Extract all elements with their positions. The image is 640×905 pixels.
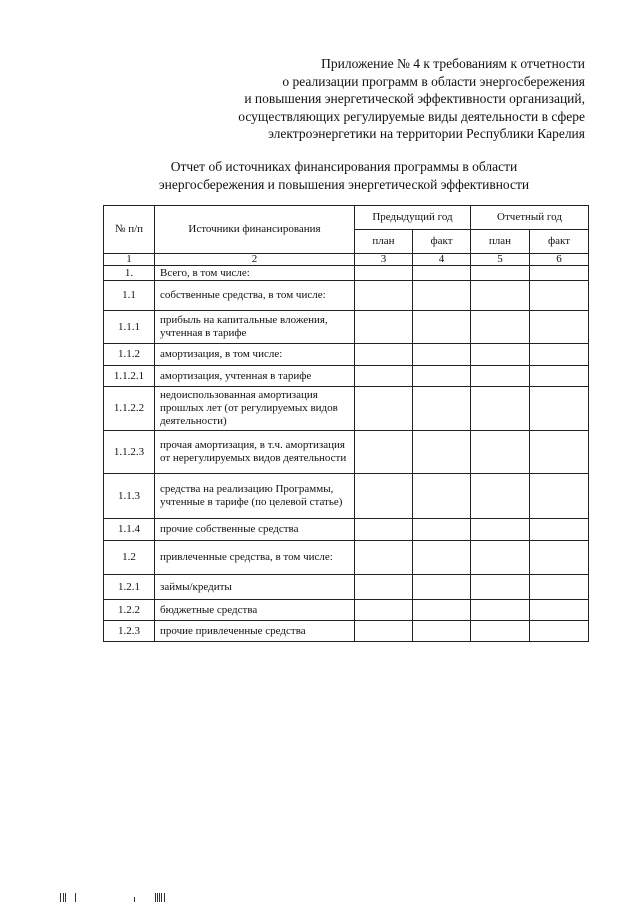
row-source: бюджетные средства	[155, 600, 355, 621]
appendix-line: осуществляющих регулируемые виды деятельности в сфере	[238, 108, 585, 124]
value-cell-prev-fact[interactable]	[413, 541, 471, 575]
value-cell-report-plan[interactable]	[471, 387, 530, 431]
row-source: прочие собственные средства	[155, 519, 355, 541]
row-source: амортизация, в том числе:	[155, 344, 355, 366]
value-cell-report-fact[interactable]	[530, 519, 589, 541]
value-cell-report-plan[interactable]	[471, 621, 530, 642]
row-source: прочие привлеченные средства	[155, 621, 355, 642]
table-row	[104, 311, 589, 344]
value-cell-prev-plan[interactable]	[355, 575, 413, 600]
row-source: недоиспользованная амортизация прошлых лет (от регулируемых видов деятельности)	[155, 387, 355, 431]
row-number: 1.	[104, 266, 155, 281]
value-cell-report-plan[interactable]	[471, 575, 530, 600]
value-cell-prev-fact[interactable]	[413, 387, 471, 431]
value-cell-prev-fact[interactable]	[413, 519, 471, 541]
row-source: Всего, в том числе:	[155, 266, 355, 281]
header-report-plan: план	[471, 230, 530, 254]
value-cell-report-plan[interactable]	[471, 281, 530, 311]
value-cell-report-fact[interactable]	[530, 621, 589, 642]
header-prev-plan: план	[355, 230, 413, 254]
table-row	[104, 431, 589, 474]
table-row	[104, 474, 589, 519]
table-row	[104, 281, 589, 311]
value-cell-report-plan[interactable]	[471, 541, 530, 575]
value-cell-prev-plan[interactable]	[355, 600, 413, 621]
row-number: 1.1.2.1	[104, 366, 155, 387]
value-cell-prev-plan[interactable]	[355, 431, 413, 474]
table-row	[104, 541, 589, 575]
value-cell-report-fact[interactable]	[530, 266, 589, 281]
value-cell-report-plan[interactable]	[471, 266, 530, 281]
table-row	[104, 600, 589, 621]
value-cell-prev-fact[interactable]	[413, 281, 471, 311]
value-cell-report-fact[interactable]	[530, 600, 589, 621]
table-row	[104, 366, 589, 387]
report-title-line: энергосбережения и повышения энергетической эффективности	[158, 176, 530, 192]
value-cell-prev-plan[interactable]	[355, 621, 413, 642]
value-cell-report-fact[interactable]	[530, 281, 589, 311]
row-number: 1.1.4	[104, 519, 155, 541]
row-number: 1.1.1	[104, 311, 155, 344]
value-cell-report-plan[interactable]	[471, 474, 530, 519]
row-source: средства на реализацию Программы, учтенные в тарифе (по целевой статье)	[155, 474, 355, 519]
column-index: 6	[530, 254, 589, 266]
row-number: 1.2	[104, 541, 155, 575]
value-cell-prev-fact[interactable]	[413, 366, 471, 387]
header-source: Источники финансирования	[155, 206, 355, 254]
column-index-row	[104, 254, 589, 266]
row-number: 1.2.3	[104, 621, 155, 642]
table-row	[104, 266, 589, 281]
value-cell-report-plan[interactable]	[471, 600, 530, 621]
value-cell-report-fact[interactable]	[530, 541, 589, 575]
value-cell-report-fact[interactable]	[530, 431, 589, 474]
appendix-line: Приложение № 4 к требованиям к отчетности	[321, 56, 585, 71]
row-source: займы/кредиты	[155, 575, 355, 600]
column-index: 5	[471, 254, 530, 266]
value-cell-prev-fact[interactable]	[413, 575, 471, 600]
column-index: 2	[155, 254, 355, 266]
row-number: 1.2.2	[104, 600, 155, 621]
value-cell-prev-plan[interactable]	[355, 266, 413, 281]
value-cell-prev-plan[interactable]	[355, 474, 413, 519]
value-cell-report-plan[interactable]	[471, 366, 530, 387]
appendix-header	[165, 55, 585, 143]
value-cell-prev-fact[interactable]	[413, 311, 471, 344]
table-row	[104, 387, 589, 431]
appendix-line: электроэнергетики на территории Республики Карелия	[268, 126, 585, 141]
column-index: 3	[355, 254, 413, 266]
appendix-line: о реализации программ в области энергосбережения	[282, 73, 585, 89]
column-index: 1	[104, 254, 155, 266]
table-row	[104, 344, 589, 366]
value-cell-prev-fact[interactable]	[413, 621, 471, 642]
value-cell-report-fact[interactable]	[530, 575, 589, 600]
value-cell-prev-plan[interactable]	[355, 281, 413, 311]
value-cell-prev-plan[interactable]	[355, 311, 413, 344]
value-cell-prev-fact[interactable]	[413, 266, 471, 281]
value-cell-report-fact[interactable]	[530, 474, 589, 519]
column-index: 4	[413, 254, 471, 266]
header-num: № п/п	[104, 206, 155, 254]
value-cell-report-plan[interactable]	[471, 519, 530, 541]
value-cell-report-fact[interactable]	[530, 311, 589, 344]
value-cell-report-fact[interactable]	[530, 366, 589, 387]
value-cell-prev-plan[interactable]	[355, 344, 413, 366]
financing-table	[103, 205, 589, 642]
row-number: 1.1	[104, 281, 155, 311]
value-cell-prev-fact[interactable]	[413, 431, 471, 474]
value-cell-report-plan[interactable]	[471, 311, 530, 344]
value-cell-prev-plan[interactable]	[355, 387, 413, 431]
value-cell-prev-fact[interactable]	[413, 344, 471, 366]
value-cell-prev-plan[interactable]	[355, 519, 413, 541]
header-prev-year: Предыдущий год	[355, 206, 471, 230]
row-number: 1.1.2	[104, 344, 155, 366]
header-report-fact: факт	[530, 230, 589, 254]
value-cell-report-fact[interactable]	[530, 344, 589, 366]
header-prev-fact: факт	[413, 230, 471, 254]
row-source: прибыль на капитальные вложения, учтенная в тарифе	[155, 311, 355, 344]
row-number: 1.1.2.3	[104, 431, 155, 474]
table-row	[104, 621, 589, 642]
value-cell-report-plan[interactable]	[471, 431, 530, 474]
row-number: 1.1.2.2	[104, 387, 155, 431]
value-cell-prev-fact[interactable]	[413, 474, 471, 519]
row-number: 1.1.3	[104, 474, 155, 519]
barcode	[60, 893, 170, 902]
header-report-year: Отчетный год	[471, 206, 589, 230]
report-title-line: Отчет об источниках финансирования программы в области	[170, 159, 518, 174]
appendix-line: и повышения энергетической эффективности организаций,	[244, 91, 585, 106]
row-source: прочая амортизация, в т.ч. амортизация от нерегулируемых видов деятельности	[155, 431, 355, 474]
value-cell-prev-plan[interactable]	[355, 541, 413, 575]
report-title	[100, 158, 588, 193]
value-cell-report-fact[interactable]	[530, 387, 589, 431]
row-source: собственные средства, в том числе:	[155, 281, 355, 311]
table-row	[104, 519, 589, 541]
value-cell-prev-fact[interactable]	[413, 600, 471, 621]
value-cell-report-plan[interactable]	[471, 344, 530, 366]
table-row	[104, 575, 589, 600]
row-number: 1.2.1	[104, 575, 155, 600]
value-cell-prev-plan[interactable]	[355, 366, 413, 387]
row-source: амортизация, учтенная в тарифе	[155, 366, 355, 387]
row-source: привлеченные средства, в том числе:	[155, 541, 355, 575]
